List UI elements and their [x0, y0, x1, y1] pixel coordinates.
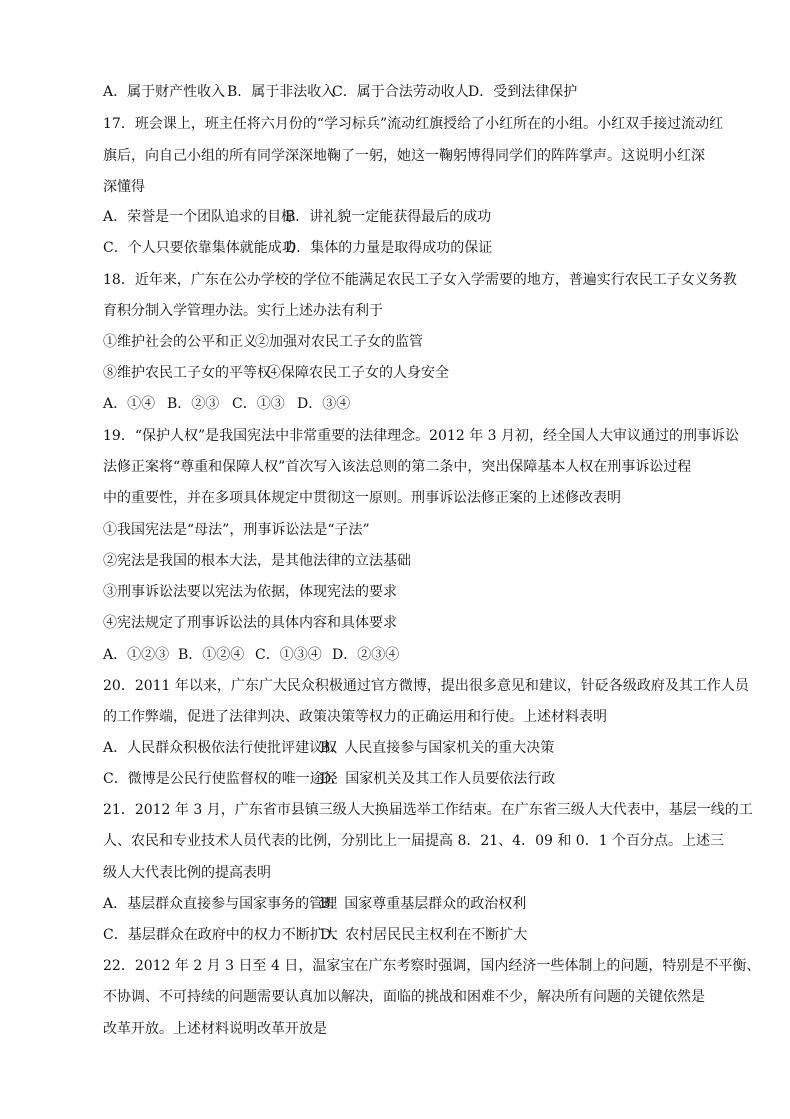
q18-statements-row	[103, 332, 715, 352]
q18-stem-line: 18．近年来，广东在公办学校的学位不能满足农民工子女入学需要的地方，普遍实行农民工子女义务教	[103, 272, 737, 288]
q17-stem-line: 深懂得	[103, 179, 145, 195]
q21-options-row	[103, 925, 715, 945]
q18-statement-4: ④保障农民工子女的人身安全	[267, 365, 449, 381]
q19-stem-line: 19．“保护人权”是我国宪法中非常重要的法律理念。2012 年 3 月初，经全国人大审议通过的刑事诉讼	[103, 428, 740, 444]
q16-option-a: A．属于财产性收入	[103, 84, 226, 100]
q18-statement-1: ①维护社会的公平和正义	[103, 334, 257, 350]
q19-stem-line: 中的重要性，并在多项具体规定中贯彻这一原则。刑事诉讼法修正案的上述修改表明	[103, 490, 621, 506]
q17-option-b: B．讲礼貌一定能获得最后的成功	[285, 209, 492, 225]
q20-option-c: C．微博是公民行使监督权的唯一途径	[103, 771, 338, 787]
q19-statement-4: ④宪法规定了刑事诉讼法的具体内容和具体要求	[103, 615, 397, 631]
q21-option-b: B．国家尊重基层群众的政治权利	[320, 896, 527, 912]
q18-option-c: C．①③	[232, 396, 285, 412]
q22-stem-line: 不协调、不可持续的问题需要认真加以解决，面临的挑战和困难不少，解决所有问题的关键依然是	[103, 989, 705, 1005]
q21-stem-line: 21．2012 年 3 月，广东省市县镇三级人大换届选举工作结束。在广东省三级人大代表中，基层一线的工	[103, 802, 753, 818]
q20-option-b: B．人民直接参与国家机关的重大决策	[320, 740, 555, 756]
q18-options-row	[103, 394, 715, 414]
q17-stem-line: 旗后，向自己小组的所有同学深深地鞠了一躬，她这一鞠躬博得同学们的阵阵掌声。这说明小红深	[103, 148, 705, 164]
q19-statement-1: ①我国宪法是“母法”，刑事诉讼法是“子法”	[103, 522, 370, 538]
q19-stem-line: 法修正案将“尊重和保障人权”首次写入该法总则的第二条中，突出保障基本人权在刑事诉讼过程	[103, 459, 692, 475]
q17-options-row	[103, 207, 715, 227]
q21-option-a: A．基层群众直接参与国家事务的管理	[103, 896, 338, 912]
q22-stem-line: 22．2012 年 2 月 3 日至 4 日，温家宝在广东考察时强调，国内经济一些体制上的问题，特别是不平衡、	[103, 958, 761, 974]
q21-stem-line: 人、农民和专业技术人员代表的比例，分别比上一届提高 8．21、4．09 和 0．1 个百分点。上述三	[103, 833, 725, 849]
q18-statement-3: ⑧维护农民工子女的平等权	[103, 365, 271, 381]
q20-option-d: D．国家机关及其工作人员要依法行政	[320, 771, 556, 787]
q19-option-d: D．②③④	[332, 647, 400, 663]
q22-stem-line: 改革开放。上述材料说明改革开放是	[103, 1021, 327, 1037]
q17-option-d: D．集体的力量是取得成功的保证	[285, 240, 493, 256]
q18-statements-row	[103, 363, 715, 383]
q19-statement-3: ③刑事诉讼法要以宪法为依据，体现宪法的要求	[103, 584, 397, 600]
q17-option-a: A．荣誉是一个团队追求的目标	[103, 209, 296, 225]
q16-options	[103, 82, 715, 102]
q18-option-a: A．①④	[103, 396, 156, 412]
q19-option-a: A．①②③	[103, 647, 170, 663]
q20-stem-line: 的工作弊端，促进了法律判决、政策决策等权力的正确运用和行使。上述材料表明	[103, 709, 607, 725]
q17-options-row	[103, 238, 715, 258]
q21-option-d: D．农村居民民主权利在不断扩大	[320, 927, 528, 943]
q21-options-row	[103, 894, 715, 914]
q19-option-b: B．①②④	[178, 647, 245, 663]
q20-options-row	[103, 769, 715, 789]
q16-option-b: B．属于非法收入	[227, 84, 336, 100]
q18-option-d: D．③④	[297, 396, 351, 412]
q20-option-a: A．人民群众积极依法行使批评建议权	[103, 740, 338, 756]
q18-statement-2: ②加强对农民工子女的监管	[255, 334, 423, 350]
q16-option-d: D．受到法律保护	[468, 84, 578, 100]
q19-statement-2: ②宪法是我国的根本大法，是其他法律的立法基础	[103, 553, 411, 569]
q18-stem-line: 育积分制入学管理办法。实行上述办法有利于	[103, 303, 383, 319]
q17-option-c: C．个人只要依靠集体就能成功	[103, 240, 296, 256]
q20-stem-line: 20．2011 年以来，广东广大民众积极通过官方微博，提出很多意见和建议，针砭各级政府及其工作人员	[103, 678, 749, 694]
q17-stem-line: 17．班会课上，班主任将六月份的“学习标兵”流动红旗授给了小红所在的小组。小红双手接过流动红	[103, 116, 724, 132]
q21-option-c: C．基层群众在政府中的权力不断扩大	[103, 927, 338, 943]
q18-option-b: B．②③	[167, 396, 220, 412]
q19-options-row	[103, 645, 715, 665]
q16-option-c: C．属于合法劳动收人	[332, 84, 469, 100]
q20-options-row	[103, 738, 715, 758]
q19-option-c: C．①③④	[255, 647, 322, 663]
q21-stem-line: 级人大代表比例的提高表明	[103, 865, 271, 881]
